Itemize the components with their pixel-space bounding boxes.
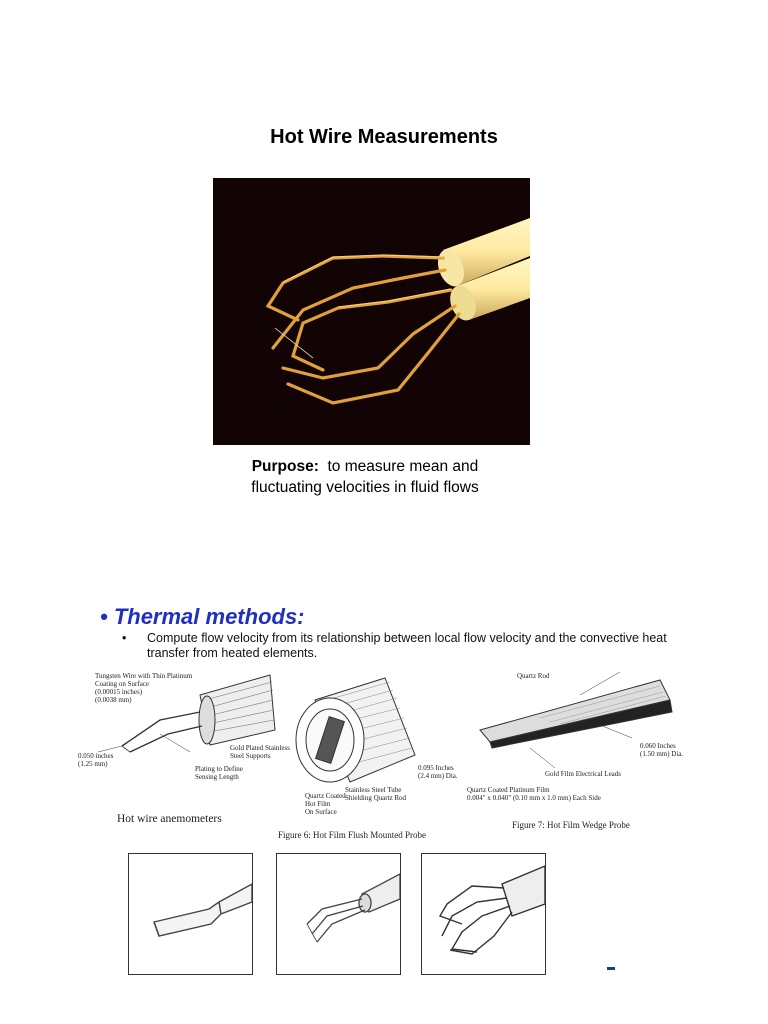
label-gold-film-leads: Gold Film Electrical Leads <box>545 770 622 778</box>
label-quartz-rod: Quartz Rod <box>517 672 550 680</box>
label-quartz-platinum-film: Quartz Coated Platinum Film 0.004" x 0.040" (0.10 mm x 1.0 mm) Each Side <box>467 786 601 802</box>
purpose-line-1: to measure mean and <box>327 458 479 475</box>
x-wire-probe-sketch <box>277 854 400 974</box>
caption-hot-wire-anemometers: Hot wire anemometers <box>117 813 222 825</box>
slide-mark <box>607 967 615 970</box>
label-tungsten-wire: Tungsten Wire with Thin Platinum Coating on Surface (0.00015 inches) (0.0038 mm) <box>95 672 193 704</box>
hot-wire-probe-photo <box>213 178 530 445</box>
label-wedge-dimension: 0.060 Inches (1.50 mm) Dia. <box>640 742 684 758</box>
probe-sketch-panel-3 <box>421 853 546 975</box>
purpose-text <box>200 456 530 498</box>
single-wire-probe-sketch <box>129 854 252 974</box>
purpose-line-2: fluctuating velocities in fluid flows <box>251 479 479 496</box>
probe-sketch-panel-1 <box>128 853 253 975</box>
label-quartz-coated-film: Quartz Coated Hot Film On Surface <box>305 792 346 816</box>
probe-photo-graphic <box>213 178 530 445</box>
thermal-bullet-text: Compute flow velocity from its relationship between local flow velocity and the convective heat transfer from heated elements. <box>147 631 667 660</box>
purpose-label: Purpose: <box>251 458 319 475</box>
label-stainless-tube: Stainless Steel Tube Shielding Quartz Rod <box>345 786 407 802</box>
caption-figure-6: Figure 6: Hot Film Flush Mounted Probe <box>278 830 427 840</box>
hot-film-probe-diagram <box>296 678 415 782</box>
label-plating: Plating to Define Sensing Length <box>195 765 243 781</box>
label-hot-wire-dimension: 0.050 inches (1.25 mm) <box>78 752 114 768</box>
thermal-methods-heading: • Thermal methods: <box>100 604 305 629</box>
probe-sketch-panel-2 <box>276 853 401 975</box>
caption-figure-7: Figure 7: Hot Film Wedge Probe <box>512 820 630 830</box>
label-gold-supports: Gold Plated Stainless Steel Supports <box>230 744 290 760</box>
bullet-dot: • <box>122 631 127 645</box>
label-hot-film-dimension: 0.095 Inches (2.4 mm) Dia. <box>418 764 458 780</box>
page-title: Hot Wire Measurements <box>270 126 498 148</box>
triple-wire-probe-sketch <box>422 854 545 974</box>
